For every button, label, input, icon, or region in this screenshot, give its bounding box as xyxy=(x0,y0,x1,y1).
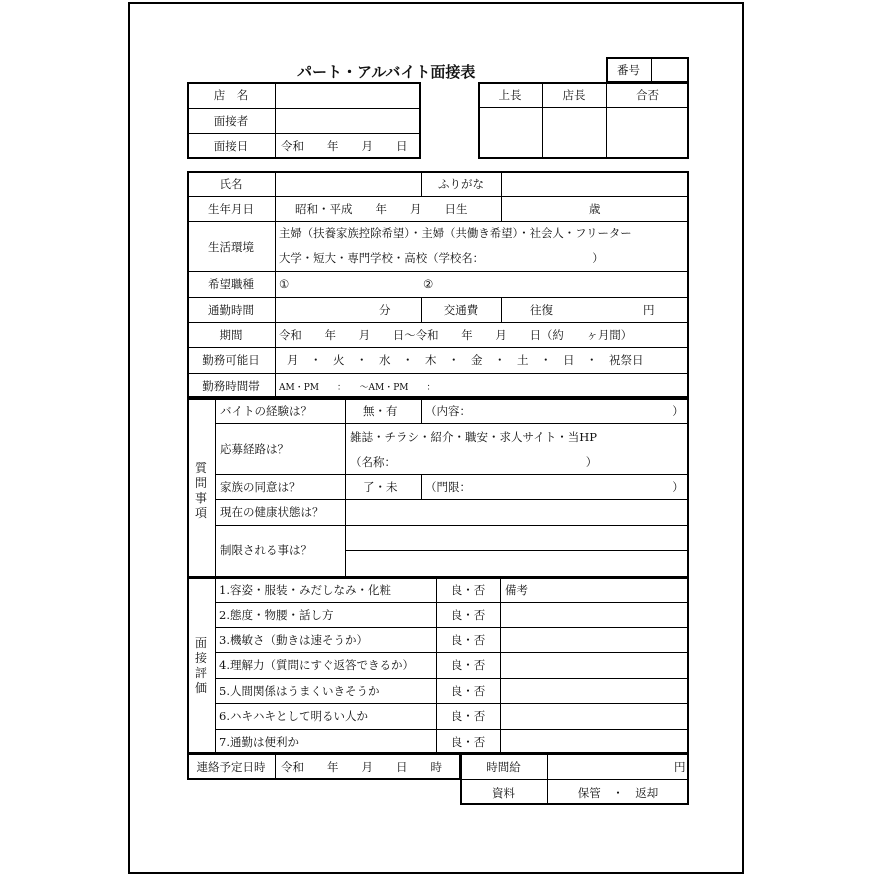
evaluation-item: 3.機敏さ（動きは速そうか） xyxy=(219,633,368,647)
evaluation-grade[interactable]: 良・否 xyxy=(450,608,486,622)
commute-time-field[interactable] xyxy=(277,299,377,321)
questions-section-label: 質問事項 xyxy=(194,461,207,520)
life-environment-options[interactable]: 主婦（扶養家族控除希望）・主婦（共働き希望）・社会人・フリーター xyxy=(279,226,632,240)
commute-time-label: 通勤時間 xyxy=(208,303,254,317)
furigana-label: ふりがな xyxy=(438,177,484,191)
birthdate-value[interactable]: 昭和・平成 年 月 日生 xyxy=(295,202,468,216)
question-restrictions: 制限される事は？ xyxy=(220,543,312,557)
notes-field[interactable] xyxy=(502,604,687,752)
question-health: 現在の健康状態は？ xyxy=(220,505,324,519)
number-label: 番号 xyxy=(617,63,640,77)
desired-job-2[interactable]: ② xyxy=(423,277,434,291)
evaluation-item: 5.人間関係はうまくいきそうか xyxy=(219,684,380,698)
work-hours-label: 勤務時間帯 xyxy=(202,379,260,393)
desired-job-1[interactable]: ① xyxy=(279,277,290,291)
interview-date-value[interactable]: 令和 年 月 日 xyxy=(281,139,408,153)
evaluation-grade[interactable]: 良・否 xyxy=(450,583,486,597)
evaluation-item: 6.ハキハキとして明るい人か xyxy=(219,709,368,723)
interviewer-label: 面接者 xyxy=(213,114,249,128)
family-consent-options[interactable]: 了・未 xyxy=(363,480,398,494)
experience-detail[interactable]: （内容： ） xyxy=(425,404,684,418)
birthdate-label: 生年月日 xyxy=(208,202,254,216)
question-application-route: 応募経路は？ xyxy=(220,442,289,456)
question-experience: バイトの経験は？ xyxy=(220,404,312,418)
age-unit: 歳 xyxy=(589,202,601,216)
roundtrip-label: 往復 xyxy=(530,303,553,317)
interviewer-field[interactable] xyxy=(277,110,419,132)
form-title: パート・アルバイト面接表 xyxy=(297,63,476,81)
fare-yen-unit: 円 xyxy=(643,303,655,317)
name-field[interactable] xyxy=(277,173,419,195)
manager-label: 店長 xyxy=(562,88,586,102)
evaluation-grade[interactable]: 良・否 xyxy=(450,735,486,749)
curfew-detail[interactable]: （門限： ） xyxy=(425,480,684,494)
number-field[interactable] xyxy=(652,59,686,81)
notes-label: 備考 xyxy=(505,583,528,597)
superior-stamp-field[interactable] xyxy=(480,109,541,157)
name-label: 氏名 xyxy=(219,177,243,191)
result-field[interactable] xyxy=(608,109,687,157)
wage-yen-unit: 円 xyxy=(674,760,686,774)
life-environment-label: 生活環境 xyxy=(208,240,254,254)
fare-label: 交通費 xyxy=(443,303,479,317)
evaluation-item: 2.態度・物腰・話し方 xyxy=(219,608,334,622)
restrictions-field[interactable] xyxy=(347,527,687,576)
commute-unit: 分 xyxy=(379,303,391,317)
application-route-name[interactable]: （名称： ） xyxy=(350,455,598,469)
experience-options[interactable]: 無・有 xyxy=(363,404,398,418)
documents-label: 資料 xyxy=(492,786,515,800)
evaluation-grade[interactable]: 良・否 xyxy=(450,684,486,698)
wage-label: 時間給 xyxy=(486,760,521,774)
available-days-options[interactable]: 月 ・ 火 ・ 水 ・ 木 ・ 金 ・ 土 ・ 日 ・ 祝祭日 xyxy=(287,353,644,367)
contact-value[interactable]: 令和 年 月 日 時 xyxy=(281,760,442,774)
school-options[interactable]: 大学・短大・専門学校・高校（学校名： ） xyxy=(279,251,604,265)
desired-job-label: 希望職種 xyxy=(208,277,254,291)
interview-date-label: 面接日 xyxy=(213,139,249,153)
evaluation-item: 4.理解力（質問にすぐ返答できるか） xyxy=(219,658,414,672)
evaluation-item: 7.通勤は便利か xyxy=(219,735,299,749)
evaluation-section-label: 面接評価 xyxy=(194,636,207,695)
result-label: 合否 xyxy=(636,88,659,102)
work-hours-value[interactable]: AM・PM ： ～AM・PM ： xyxy=(279,383,436,393)
documents-options[interactable]: 保管 ・ 返却 xyxy=(577,786,659,800)
application-route-options[interactable]: 雑誌・チラシ・紹介・職安・求人サイト・当HP xyxy=(350,430,597,444)
available-days-label: 勤務可能日 xyxy=(202,353,260,367)
evaluation-item: 1.容姿・服装・みだしなみ・化粧 xyxy=(219,583,391,597)
evaluation-grade[interactable]: 良・否 xyxy=(450,633,486,647)
health-field[interactable] xyxy=(347,501,687,524)
store-label: 店 名 xyxy=(213,88,249,102)
contact-label: 連絡予定日時 xyxy=(196,760,266,774)
manager-stamp-field[interactable] xyxy=(544,109,605,157)
period-label: 期間 xyxy=(219,328,243,342)
evaluation-grade[interactable]: 良・否 xyxy=(450,658,486,672)
furigana-field[interactable] xyxy=(503,173,687,195)
period-value[interactable]: 令和 年 月 日～令和 年 月 日（約 ヶ月間） xyxy=(279,328,633,342)
store-field[interactable] xyxy=(277,84,419,107)
superior-label: 上長 xyxy=(498,88,522,102)
evaluation-grade[interactable]: 良・否 xyxy=(450,709,486,723)
question-family-consent: 家族の同意は？ xyxy=(220,480,301,494)
wage-field[interactable] xyxy=(549,755,671,777)
